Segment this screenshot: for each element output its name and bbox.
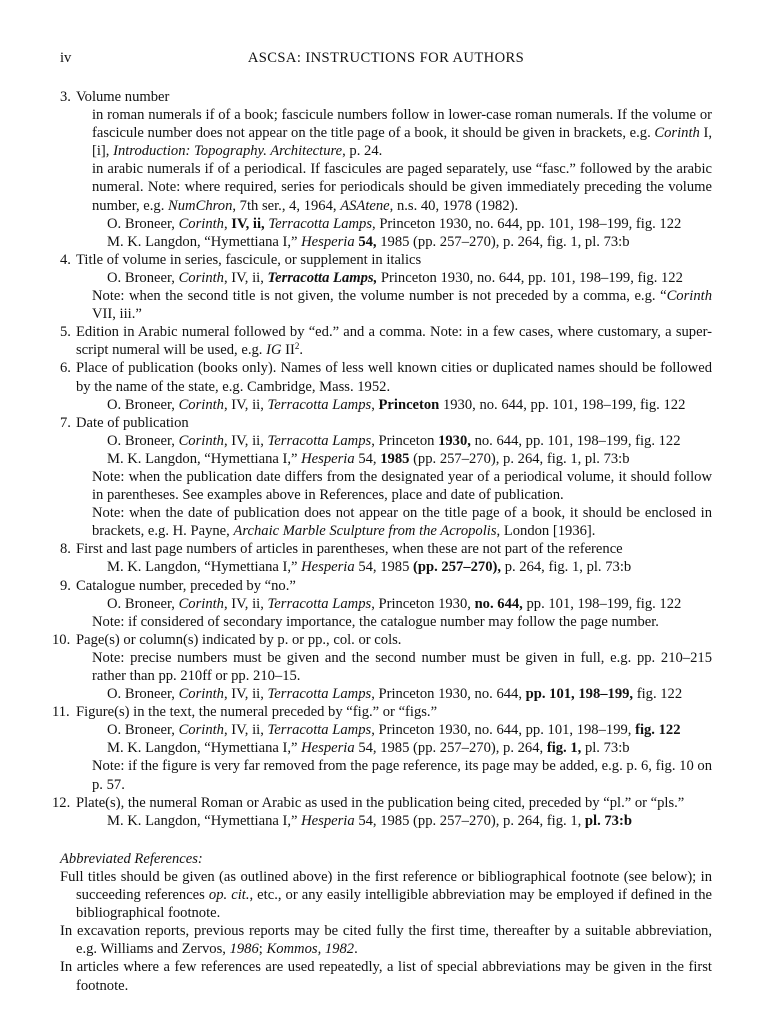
item-number: 11. <box>52 704 70 721</box>
document-page <box>52 49 712 995</box>
item-text: Place of publication (books only). Names of less well known cities or duplicated names should be followed by the name of the state, e.g. Cambridge, Mass. 1952. <box>76 360 712 395</box>
item-heading: Figure(s) in the text, the numeral preceded by “fig.” or “figs.” <box>76 704 438 721</box>
item-number: 7. <box>60 414 71 431</box>
item-heading: Page(s) or column(s) indicated by p. or pp., col. or cols. <box>76 631 402 648</box>
item-text: Edition in Arabic numeral followed by “ed.” and a comma. Note: in a few cases, where customary, a super-script numeral will be used, e.g. IG $II^2$. <box>76 324 712 359</box>
item-number: 3. <box>60 89 71 105</box>
item-catalogue-number <box>60 577 712 631</box>
item-number: 12. <box>52 794 71 811</box>
page-number: iv <box>60 50 72 66</box>
abbreviated-references-section <box>60 850 712 995</box>
item-heading: Date of publication <box>76 414 189 431</box>
item-note: Note: when the date of publication does not appear on the title page of a book, it should be enclosed in brackets, e.g. H. Payne, Archaic Marble Sculpture from the Acropolis, London [1936]. <box>92 505 712 540</box>
section-heading: Abbreviated References: <box>60 850 203 867</box>
example-citation: O. Broneer, Corinth, IV, ii, Terracotta Lamps, Princeton 1930, no. 644, pp. 101, 198–199, fig. 122 <box>107 722 681 739</box>
example-citation: O. Broneer, Corinth, IV, ii, Terracotta Lamps, Princeton 1930, no. 644, pp. 101, 198–199, fig. 122 <box>107 269 683 286</box>
paragraph: In articles where a few references are used repeatedly, a list of special abbreviations may be given in the first footnote. <box>60 959 712 994</box>
example-citation: M. K. Langdon, “Hymettiana I,” Hesperia 54, 1985 (pp. 257–270), p. 264, fig. 1, pl. 73:b <box>107 812 632 829</box>
item-number: 9. <box>60 577 71 594</box>
example-citation: O. Broneer, Corinth, IV, ii, Terracotta Lamps, Princeton 1930, no. 644, pp. 101, 198–199, fig. 122 <box>107 432 681 449</box>
item-heading: Volume number <box>76 89 170 105</box>
example-citation: M. K. Langdon, “Hymettiana I,” Hesperia 54, 1985 (pp. 257–270), p. 264, fig. 1, pl. 73:b <box>107 740 630 757</box>
example-citation: M. K. Langdon, “Hymettiana I,” Hesperia 54, 1985 (pp. 257–270), p. 264, fig. 1, pl. 73:b <box>107 450 630 467</box>
item-heading: First and last page numbers of articles in parentheses, when these are not part of the reference <box>76 541 623 558</box>
item-number: 10. <box>52 631 71 648</box>
item-place-of-publication <box>60 359 712 413</box>
item-note: Note: when the publication date differs from the designated year of a periodical volume, it should follow in parentheses. See examples above in References, place and date of publication. <box>92 468 712 504</box>
item-volume-number <box>60 88 712 251</box>
example-citation: M. K. Langdon, “Hymettiana I,” Hesperia 54, 1985 (pp. 257–270), p. 264, fig. 1, pl. 73:b <box>107 559 632 576</box>
running-title: ASCSA: INSTRUCTIONS FOR AUTHORS <box>247 50 525 66</box>
item-note: Note: when the second title is not given, the volume number is not preceded by a comma, e.g. “Corinth VII, iii.” <box>92 288 712 323</box>
example-citation: O. Broneer, Corinth, IV, ii, Terracotta Lamps, Princeton 1930, no. 644, pp. 101, 198–199, fig. 122 <box>107 396 686 413</box>
item-heading: Plate(s), the numeral Roman or Arabic as used in the publication being cited, preceded by “pl.” or “pls.” <box>76 794 685 811</box>
item-date-of-publication <box>60 414 712 541</box>
item-note: Note: if the figure is very far removed from the page reference, its page may be added, e.g. p. 6, fig. 10 on p. 57. <box>92 758 712 793</box>
item-paragraph: in roman numerals if of a book; fascicule numbers follow in lower-case roman numerals. If the volume or fascicule number does not appear on the title page of a book, it should be given in brackets, e.g. Corinth I, [i], Introduction: Topography. Architecture, p. 24. <box>92 107 712 160</box>
item-figures <box>52 703 712 793</box>
item-paragraph: in arabic numerals if of a periodical. If fascicules are paged separately, use “fasc.” followed by the arabic numeral. Note: where required, series for periodicals should be given immediately preceding the volume number, e.g. NumChron, 7th ser., 4, 1964, ASAtene, n.s. 40, 1978 (1982). <box>92 161 712 214</box>
item-number: 5. <box>60 324 71 341</box>
item-title-of-volume <box>60 251 712 323</box>
item-heading: Catalogue number, preceded by “no.” <box>76 577 296 594</box>
item-number: 8. <box>60 541 71 558</box>
paragraph: In excavation reports, previous reports may be cited fully the first time, thereafter by a suitable abbreviation, e.g. Williams and Zervos, 1986; Kommos, 1982. <box>60 923 712 958</box>
paragraph: Full titles should be given (as outlined above) in the first reference or bibliographical footnote (see below); in succeeding references op. cit., etc., or any easily intelligible abbreviation may be employed if defined in the bibliographical footnote. <box>60 868 712 922</box>
item-pages-or-columns <box>52 631 712 703</box>
item-note: Note: precise numbers must be given and the second number must be given in full, e.g. pp. 210–215 rather than pp. 210ff or pp. 210–15. <box>92 649 712 684</box>
running-head <box>60 49 712 71</box>
item-number: 4. <box>60 251 71 268</box>
example-citation: O. Broneer, Corinth, IV, ii, Terracotta Lamps, Princeton 1930, no. 644, pp. 101, 198–199, fig. 122 <box>107 686 683 703</box>
item-number: 6. <box>60 360 71 377</box>
example-citation: O. Broneer, Corinth, IV, ii, Terracotta Lamps, Princeton 1930, no. 644, pp. 101, 198–199, fig. 122 <box>107 595 682 612</box>
example-citation: M. K. Langdon, “Hymettiana I,” Hesperia 54, 1985 (pp. 257–270), p. 264, fig. 1, pl. 73:b <box>107 233 630 250</box>
item-plates <box>52 794 712 830</box>
item-heading: Title of volume in series, fascicule, or supplement in italics <box>76 251 422 268</box>
item-page-numbers-of-articles <box>60 540 712 576</box>
item-note: Note: if considered of secondary importance, the catalogue number may follow the page number. <box>92 613 659 630</box>
item-edition <box>60 323 712 359</box>
example-citation: O. Broneer, Corinth, IV, ii, Terracotta Lamps, Princeton 1930, no. 644, pp. 101, 198–199, fig. 122 <box>107 215 682 232</box>
